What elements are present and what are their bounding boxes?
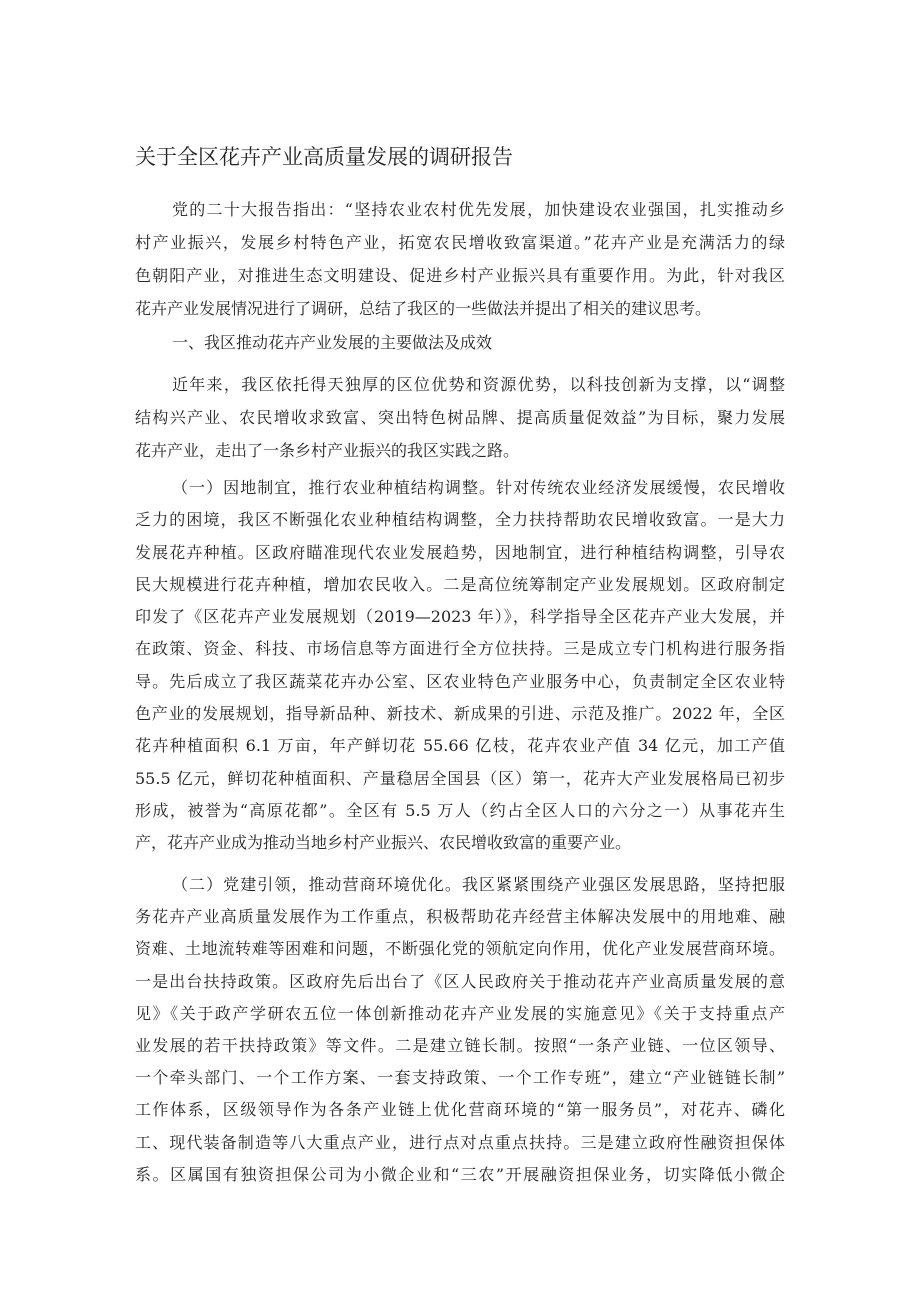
intro-paragraph <box>135 193 785 325</box>
paragraph-line: 村产业振兴，发展乡村特色产业，拓宽农民增收致富渠道。”花卉产业是充满活力的绿 <box>135 233 785 252</box>
section-heading-text: 一、我区推动花卉产业发展的主要做法及成效 <box>172 333 493 352</box>
section-heading <box>135 326 785 359</box>
paragraph-line: 工作体系，区级领导作为各条产业链上优化营商环境的“第一服务员”，对花卉、磷化 <box>135 1100 785 1120</box>
paragraph-line: 55.5 亿元，鲜切花种植面积、产量稳居全国县（区）第一，花卉大产业发展格局已初步 <box>135 768 785 788</box>
paragraph-line: 花卉种植面积 6.1 万亩，年产鲜切花 55.66 亿枝，花卉农业产值 34 亿元，加工产值 <box>135 736 785 756</box>
subsection-1-paragraph <box>135 472 785 860</box>
paragraph-line: 发展花卉种植。区政府瞄准现代农业发展趋势，因地制宜，进行种植结构调整，引导农 <box>135 542 785 562</box>
subsection-2-paragraph <box>135 869 785 1191</box>
paragraph-line: 导。先后成立了我区蔬菜花卉办公室、区农业特色产业服务中心，负责制定全区农业特 <box>135 671 785 691</box>
paragraph-line: 在政策、资金、科技、市场信息等方面进行全方位扶持。三是成立专门机构进行服务指 <box>135 639 785 659</box>
paragraph-line: 花卉产业，走出了一条乡村产业振兴的我区实践之路。 <box>135 441 520 460</box>
paragraph-line: 形成，被誉为“高原花都”。全区有 5.5 万人（约占全区人口的六分之一）从事花卉生 <box>135 800 785 820</box>
paragraph-line: 乏力的困境，我区不断强化农业种植结构调整，全力扶持帮助农民增收致富。一是大力 <box>135 510 785 530</box>
paragraph-line: 色产业的发展规划，指导新品种、新技术、新成果的引进、示范及推广。2022 年，全区 <box>135 704 785 724</box>
paragraph-line: 近年来，我区依托得天独厚的区位优势和资源优势，以科技创新为支撑，以“调整 <box>172 375 785 394</box>
paragraph-line: 见》《关于政产学研农五位一体创新推动花卉产业发展的实施意见》《关于支持重点产 <box>135 1003 785 1023</box>
overview-paragraph <box>135 368 785 467</box>
paragraph-line: 印发了《区花卉产业发展规划（2019—2023 年）》，科学指导全区花卉产业大发展，并 <box>135 607 785 627</box>
paragraph-line: 工、现代装备制造等八大重点产业，进行点对点重点扶持。三是建立政府性融资担保体 <box>135 1132 785 1152</box>
document-title: 关于全区花卉产业高质量发展的调研报告 <box>135 145 513 169</box>
paragraph-line: 务花卉产业高质量发展作为工作重点，积极帮助花卉经营主体解决发展中的用地难、融 <box>135 907 785 927</box>
paragraph-line: 资难、土地流转难等困难和问题，不断强化党的领航定向作用，优化产业发展营商环境。 <box>135 939 785 959</box>
paragraph-line: 一是出台扶持政策。区政府先后出台了《区人民政府关于推动花卉产业高质量发展的意 <box>135 971 785 991</box>
paragraph-line: 系。区属国有独资担保公司为小微企业和“三农”开展融资担保业务，切实降低小微企 <box>135 1164 785 1184</box>
paragraph-line: 花卉产业发展情况进行了调研，总结了我区的一些做法并提出了相关的建议思考。 <box>135 299 712 318</box>
paragraph-line: 色朝阳产业，对推进生态文明建设、促进乡村产业振兴具有重要作用。为此，针对我区 <box>135 266 785 285</box>
paragraph-line: （一）因地制宜，推行农业种植结构调整。针对传统农业经济发展缓慢，农民增收 <box>172 478 785 497</box>
paragraph-line: 结构兴产业、农民增收求致富、突出特色树品牌、提高质量促效益”为目标，聚力发展 <box>135 408 785 427</box>
paragraph-line: 产，花卉产业成为推动当地乡村产业振兴、农民增收致富的重要产业。 <box>135 833 632 853</box>
paragraph-line: 业发展的若干扶持政策》等文件。二是建立链长制。按照“一条产业链、一位区领导、 <box>135 1035 785 1055</box>
paragraph-line: 党的二十大报告指出：“坚持农业农村优先发展，加快建设农业强国，扎实推动乡 <box>172 200 785 219</box>
paragraph-line: （二）党建引领，推动营商环境优化。我区紧紧围绕产业强区发展思路，坚持把服 <box>172 875 785 894</box>
paragraph-line: 民大规模进行花卉种植，增加农民收入。二是高位统筹制定产业发展规划。区政府制定 <box>135 574 785 594</box>
paragraph-line: 一个牵头部门、一个工作方案、一套支持政策、一个工作专班”，建立“产业链链长制” <box>135 1068 785 1088</box>
